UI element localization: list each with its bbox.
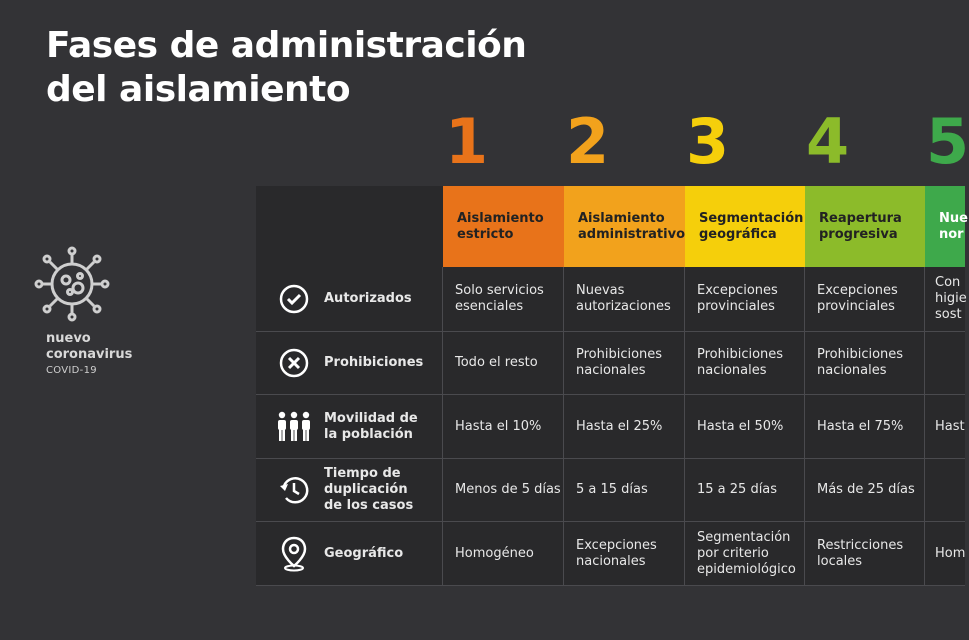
text-line: Reapertura	[819, 210, 902, 226]
text-line: Geográfico	[324, 545, 404, 561]
text-line: progresiva	[819, 226, 898, 242]
text-line: administrativo	[578, 226, 686, 242]
page-title	[46, 24, 526, 112]
table-cell	[443, 459, 564, 522]
table-cell	[443, 395, 564, 459]
table-cell	[685, 522, 805, 586]
phase-number-5: 5	[926, 105, 969, 178]
phase-number-1: 1	[445, 105, 489, 178]
table-cell	[805, 395, 925, 459]
table-cell	[805, 522, 925, 586]
text-line: Con	[935, 275, 961, 290]
text-line: Prohibiciones	[576, 347, 663, 362]
cell-text	[935, 419, 965, 435]
cell-text	[819, 211, 902, 243]
logo-text	[46, 331, 132, 379]
people-icon	[278, 411, 310, 443]
cell-text	[455, 419, 541, 435]
text-line: Prohibiciones	[817, 347, 904, 362]
text-line: Hasta el 25%	[576, 418, 663, 434]
text-line: geográfica	[699, 226, 777, 242]
text-line: Excepciones	[817, 283, 898, 298]
phase-header-4	[805, 186, 925, 267]
text-line: duplicación	[324, 482, 408, 497]
cell-text	[576, 482, 648, 498]
text-line: de los casos	[324, 498, 414, 513]
cell-text	[324, 411, 418, 443]
text-line: higie	[935, 291, 967, 306]
title-line-2: del aislamiento	[46, 69, 351, 110]
cell-text	[697, 530, 796, 578]
cell-text	[455, 546, 534, 562]
phase-header-2	[564, 186, 685, 267]
text-line: autorizaciones	[576, 299, 671, 314]
text-line: Hast	[935, 418, 965, 434]
table-cell	[443, 522, 564, 586]
cell-text	[817, 482, 915, 498]
table-cell	[685, 395, 805, 459]
table-cell	[564, 267, 685, 332]
cell-text	[939, 211, 968, 243]
text-line: Nuevas	[576, 283, 625, 298]
text-line: nacionales	[576, 363, 646, 378]
text-line: por criterio	[697, 545, 769, 561]
cell-text	[324, 546, 403, 562]
row-label-2	[256, 332, 443, 395]
table-cell	[443, 267, 564, 332]
text-line: nor	[939, 226, 964, 242]
virus-icon	[34, 246, 110, 326]
cell-text	[935, 546, 965, 562]
cell-text	[817, 419, 903, 435]
table-cell	[925, 522, 965, 586]
text-line: Solo servicios	[455, 283, 544, 298]
table-cell	[805, 459, 925, 522]
table-cell	[925, 332, 965, 395]
text-line: Movilidad de	[324, 410, 418, 426]
location-pin-icon	[278, 538, 310, 570]
table-cell	[564, 395, 685, 459]
table-cell	[564, 459, 685, 522]
text-line: provinciales	[817, 299, 895, 314]
title-line-1: Fases de administración	[46, 25, 527, 66]
text-line: provinciales	[697, 299, 775, 314]
cell-text	[697, 419, 783, 435]
phase-number-4: 4	[806, 105, 850, 178]
cell-text	[576, 283, 671, 315]
x-circle-icon	[278, 347, 310, 379]
cell-text	[324, 291, 412, 307]
cell-text	[324, 355, 423, 371]
text-line: Autorizados	[324, 291, 412, 306]
table-cell	[685, 459, 805, 522]
table-cell	[564, 332, 685, 395]
cell-text	[697, 482, 777, 498]
phase-number-3: 3	[686, 105, 730, 178]
text-line: Más de 25 días	[817, 482, 915, 497]
text-line: la población	[324, 426, 413, 442]
logo-line-3: COVID-19	[46, 365, 97, 376]
text-line: nacionales	[576, 553, 646, 569]
phase-number-2: 2	[566, 105, 610, 178]
text-line: 15 a 25 días	[697, 482, 778, 497]
cell-text	[699, 211, 803, 243]
text-line: Todo el resto	[455, 355, 538, 370]
clock-rotate-icon	[278, 474, 310, 506]
text-line: Excepciones	[576, 537, 657, 553]
text-line: Segmentación	[699, 210, 804, 226]
text-line: locales	[817, 553, 863, 569]
text-line: Hasta el 75%	[817, 418, 904, 434]
text-line: Prohibiciones	[324, 355, 424, 370]
text-line: Segmentación	[697, 529, 791, 545]
text-line: epidemiológico	[697, 561, 796, 577]
cell-text	[697, 347, 783, 379]
cell-text	[324, 466, 413, 514]
text-line: Hom	[935, 545, 966, 561]
text-line: nacionales	[697, 363, 767, 378]
text-line: Excepciones	[697, 283, 778, 298]
table-cell	[685, 332, 805, 395]
table-cell	[443, 332, 564, 395]
row-label-4	[256, 459, 443, 522]
row-label-5	[256, 522, 443, 586]
table-corner	[256, 186, 443, 267]
table-cell	[805, 332, 925, 395]
cell-text	[576, 538, 657, 570]
cell-text	[576, 347, 662, 379]
cell-text	[935, 275, 967, 323]
check-circle-icon	[278, 283, 310, 315]
cell-text	[697, 283, 778, 315]
text-line: Nue	[939, 210, 968, 226]
phase-header-1	[443, 186, 564, 267]
cell-text	[457, 211, 544, 243]
cell-text	[578, 211, 685, 243]
table-cell	[925, 267, 965, 332]
cell-text	[576, 419, 662, 435]
text-line: esenciales	[455, 299, 524, 314]
cell-text	[817, 347, 903, 379]
cell-text	[817, 283, 898, 315]
cell-text	[455, 482, 561, 498]
table-cell	[925, 459, 965, 522]
text-line: nacionales	[817, 363, 887, 378]
text-line: Hasta el 10%	[455, 418, 542, 434]
text-line: Aislamiento	[457, 210, 544, 226]
text-line: Tiempo de	[324, 466, 401, 481]
text-line: Restricciones	[817, 537, 904, 553]
cell-text	[817, 538, 903, 570]
logo-line-2: coronavirus	[46, 347, 133, 362]
table-cell	[685, 267, 805, 332]
text-line: Prohibiciones	[697, 347, 784, 362]
text-line: Homogéneo	[455, 545, 534, 561]
phase-header-5	[925, 186, 968, 267]
table-cell	[564, 522, 685, 586]
row-label-1	[256, 267, 443, 332]
text-line: estricto	[457, 226, 514, 242]
text-line: Menos de 5 días	[455, 482, 561, 497]
text-line: 5 a 15 días	[576, 482, 648, 497]
text-line: sost	[935, 307, 962, 322]
cell-text	[455, 283, 544, 315]
table-cell	[805, 267, 925, 332]
cell-text	[455, 355, 538, 371]
table-cell	[925, 395, 965, 459]
text-line: Hasta el 50%	[697, 418, 784, 434]
text-line: Aislamiento	[578, 210, 665, 226]
row-label-3	[256, 395, 443, 459]
logo-line-1: nuevo	[46, 331, 91, 346]
phase-header-3	[685, 186, 805, 267]
